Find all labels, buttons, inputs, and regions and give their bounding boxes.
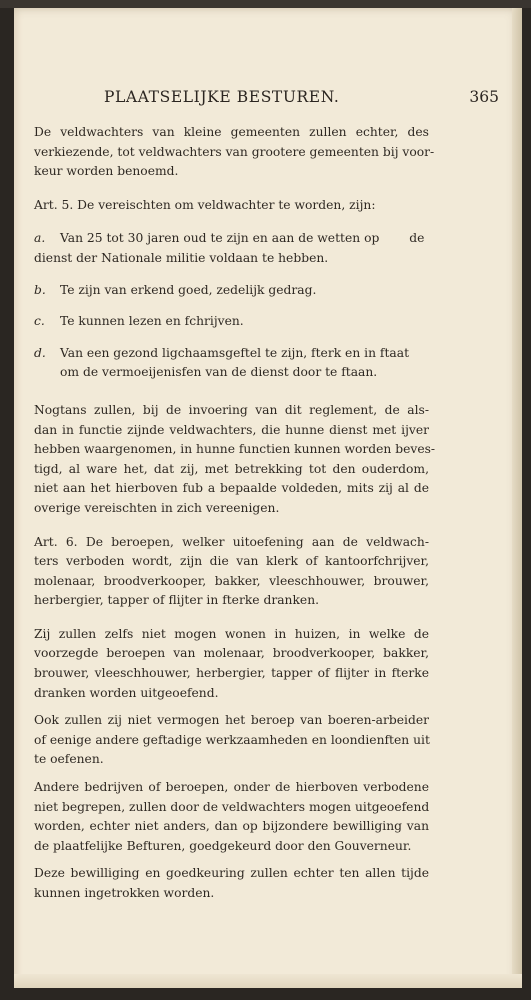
text-line: of eenige andere geftadige werkzaamheden en loondienften uit xyxy=(34,732,430,747)
page-header xyxy=(104,88,499,110)
paragraph-6 xyxy=(34,864,429,903)
page-edge xyxy=(512,8,522,988)
body-text xyxy=(34,123,436,914)
running-head: PLAATSELIJKE BESTUREN. xyxy=(104,88,340,106)
paragraph-3 xyxy=(34,625,429,703)
text-line: Te zijn van erkend goed, zedelijk gedrag. xyxy=(60,282,317,297)
text-line: Deze bewilliging en goedkeuring zullen echter ten allen tijde xyxy=(34,866,429,881)
text-line: te oefenen. xyxy=(34,752,104,767)
text-line: dranken worden uitgeoefend. xyxy=(34,685,219,700)
item-marker: b. xyxy=(34,282,46,297)
text-line: niet begrepen, zullen door de veldwachters mogen uitgeoefend xyxy=(34,799,430,814)
text-line: kunnen ingetrokken worden. xyxy=(34,886,215,900)
list-item-b xyxy=(34,281,429,301)
text-line: Te kunnen lezen en fchrijven. xyxy=(60,314,244,329)
book-page xyxy=(14,8,522,988)
item-marker: c. xyxy=(34,314,45,329)
text-line: om de vermoeijenisfen van de dienst door te ftaan. xyxy=(60,365,378,380)
item-marker: d. xyxy=(34,345,46,360)
paragraph-5 xyxy=(34,778,429,856)
text-line: de plaatfelijke Befturen, goedgekeurd door den Gouverneur. xyxy=(34,838,412,853)
text-line: keur worden benoemd. xyxy=(34,164,179,179)
text-line: verkiezende, tot veldwachters van grootere gemeenten bij voor- xyxy=(34,144,435,159)
text-line: Van een gezond ligchaamsgeftel te zijn, fterk en in ftaat xyxy=(60,345,410,360)
article-6 xyxy=(34,533,429,611)
text-line: tigd, al ware het, dat zij, met betrekking tot den ouderdom, xyxy=(34,461,429,476)
paragraph-2 xyxy=(34,401,436,519)
list-item-c xyxy=(34,312,429,332)
text-line: brouwer, vleeschhouwer, herbergier, tapper of flijter in fterke xyxy=(34,666,429,681)
paragraph-4 xyxy=(34,711,429,770)
scan-backdrop xyxy=(0,0,531,8)
page-bottom-edge xyxy=(14,974,522,988)
text-line: Nogtans zullen, bij de invoering van dit reglement, de als- xyxy=(34,402,429,417)
text-line: Ook zullen zij niet vermogen het beroep van boeren-arbeider xyxy=(34,713,429,728)
text-line: Art. 5. De vereischten om veldwachter te worden, zijn: xyxy=(34,197,376,212)
text-line: Van 25 tot 30 jaren oud te zijn en aan de wetten op xyxy=(60,231,380,246)
text-line: molenaar, broodverkooper, bakker, vleeschhouwer, brouwer, xyxy=(34,573,429,588)
text-line: hebben waargenomen, in hunne functien kunnen worden beves- xyxy=(34,442,436,457)
paragraph-1 xyxy=(34,123,435,182)
text-line: De veldwachters van kleine gemeenten zullen echter, des xyxy=(34,125,429,139)
text-line: Zij zullen zelfs niet mogen wonen in huizen, in welke de xyxy=(34,626,429,641)
list-item-d xyxy=(34,344,429,383)
text-line: dan in functie zijnde veldwachters, die hunne dienst met ijver xyxy=(34,422,429,437)
text-line: overige vereischten in zich vereenigen. xyxy=(34,500,280,515)
text-line: de dienst der Nationale militie voldaan te hebben. xyxy=(34,231,425,265)
text-line: ters verboden wordt, zijn die van klerk of kantoorfchrijver, xyxy=(34,554,429,569)
text-line: worden, echter niet anders, dan op bijzondere bewilliging van xyxy=(34,819,429,834)
item-marker: a. xyxy=(34,231,46,246)
list-item-a xyxy=(34,229,429,268)
text-line: Art. 6. De beroepen, welker uitoefening aan de veldwach- xyxy=(34,534,429,549)
text-line: herbergier, tapper of flijter in fterke dranken. xyxy=(34,593,320,608)
text-line: voorzegde beroepen van molenaar, broodverkooper, bakker, xyxy=(34,646,429,661)
article-5-heading xyxy=(34,196,429,216)
text-line: Andere bedrijven of beroepen, onder de hierboven verbodene xyxy=(34,780,429,795)
page-number: 365 xyxy=(469,88,499,106)
text-line: niet aan het hierboven fub a bepaalde voldeden, mits zij al de xyxy=(34,481,429,496)
